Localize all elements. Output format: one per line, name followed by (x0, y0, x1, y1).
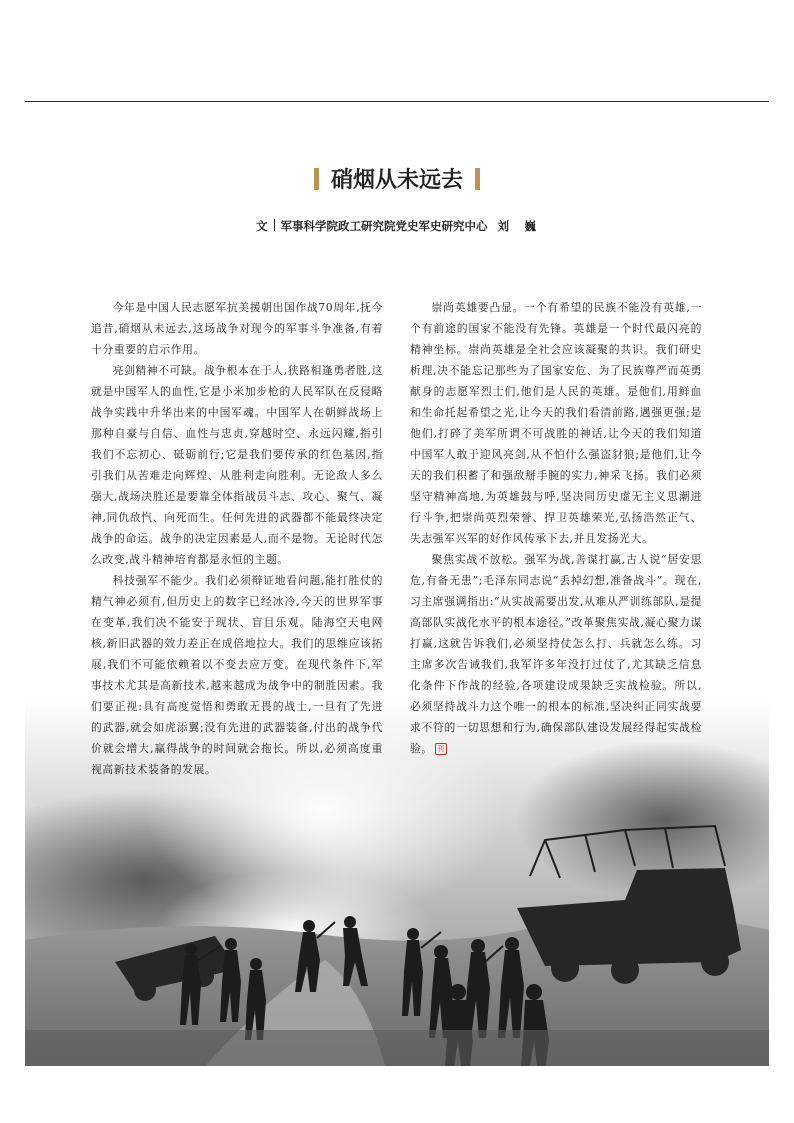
paragraph-last (410, 549, 702, 759)
header-rule (25, 101, 769, 102)
paragraph: 科技强军不能少。我们必须辩证地看问题,能打胜仗的精气神必须有,但历史上的数字已经冰冷,今天的世界军事在变革,我们决不能安于现状、盲目乐观。陆海空天电网核,新旧武器的效力差正在成倍地拉大。我们的思维应该拓展,我们不可能依赖着以不变去应万变。在现代条件下,军事技术尤其是高新技术,越来越成为战争中的制胜因素。我们要正视:具有高度觉悟和勇敢无畏的战士,一旦有了先进的武器,就会如虎添翼;没有先进的武器装备,付出的战争代价就会增大,赢得战争的时间就会拖长。所以,必须高度重视高新技术装备的发展。 (91, 574, 383, 776)
paragraph-text: 聚焦实战不放松。强军为战,善谋打赢,古人说“居安思危,有备无患”;毛泽东同志说“丢掉幻想,准备战斗”。现在,习主席强调指出:“从实战需要出发,从难从严训练部队,是提高部队实战化水平的根本途径。”改革聚焦实战,凝心聚力谋打赢,这就告诉我们,必须坚持仗怎么打、兵就怎么练。习主席多次告诫我们,我军许多年没打过仗了,尤其缺乏信息化条件下作战的经验,各项建设成果缺乏实战检验。所以,必须坚持战斗力这个唯一的根本的标准,坚决纠正同实战要求不符的一切思想和行为,确保部队建设发展经得起实战检验。 (410, 553, 702, 755)
byline-affiliation: 军事科学院政工研究院党史军史研究中心 (280, 219, 488, 233)
paragraph: 今年是中国人民志愿军抗美援朝出国作战70周年,抚今追昔,硝烟从未远去,这场战争对现今的军事斗争准备,有着十分重要的启示作用。 (91, 301, 383, 356)
byline-author: 刘 巍 (497, 219, 538, 233)
article-title-block (0, 166, 794, 196)
paragraph: 崇尚英雄要凸显。一个有希望的民族不能没有英雄,一个有前途的国家不能没有先锋。英雄是一个时代最闪亮的精神坐标。崇尚英雄是全社会应该凝聚的共识。我们研史析理,决不能忘记那些为了国家安危、为了民族尊严而英勇献身的志愿军烈士们,他们是人民的英雄。是他们,用鲜血和生命托起希望之光,让今天的我们看清前路,遇强更强;是他们,打碎了美军所谓不可战胜的神话,让今天的我们知道中国军人敢于迎风亮剑,从不怕什么强盗豺狼;是他们,让今天的我们积蓄了和强敌掰手腕的实力,神采飞扬。我们必须坚守精神高地,为英雄鼓与呼,坚决同历史虚无主义思潮进行斗争,把崇尚英烈荣誉、捍卫英雄荣光,弘扬浩然正气、失志强军兴军的好作风传承下去,并且发扬光大。 (410, 301, 702, 545)
end-mark-icon: 刊 (435, 743, 447, 755)
article-title: 硝烟从未远去 (330, 168, 463, 193)
title-bar-right (475, 168, 480, 190)
text-column-left (91, 297, 383, 780)
text-column-right (410, 297, 702, 759)
byline-prefix: 文 (256, 219, 268, 233)
paragraph: 亮剑精神不可缺。战争根本在于人,狭路相逢勇者胜,这就是中国军人的血性,它是小米加步枪的人民军队在反侵略战争实践中升华出来的中国军魂。中国军人在朝鲜战场上那种自豪与自信、血性与忠贞,穿越时空、永远闪耀,指引我们不忘初心、砥砺前行;它是我们要传承的红色基因,指引我们从苦难走向辉煌、从胜利走向胜利。无论敌人多么强大,战场决胜还是要靠全体指战员斗志、攻心、聚气、凝神,同仇敌忾、向死而生。任何先进的武器都不能最终决定战争的命运。战争的决定因素是人,而不是物。无论时代怎么改变,战斗精神培育都是永恒的主题。 (91, 364, 383, 566)
title-bar-left (314, 168, 319, 190)
byline-separator (274, 219, 275, 231)
byline (0, 218, 794, 234)
